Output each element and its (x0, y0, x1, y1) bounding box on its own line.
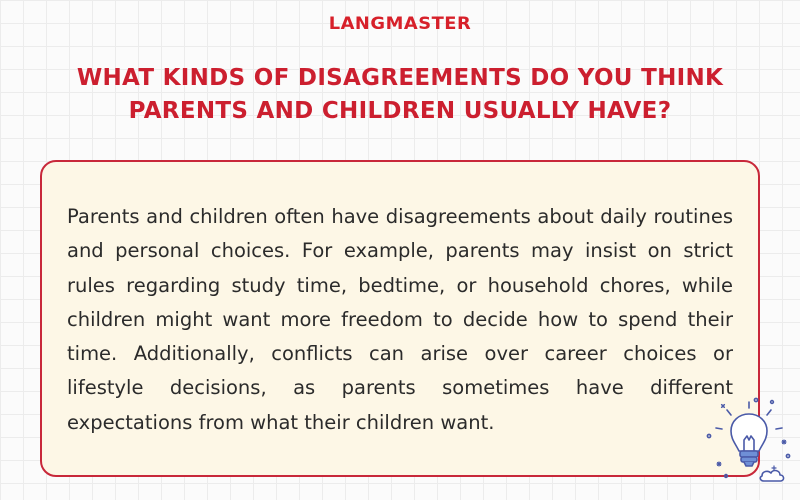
question-title-line-1: WHAT KINDS OF DISAGREEMENTS DO YOU THINK (76, 65, 724, 91)
question-title-line-2: PARENTS AND CHILDREN USUALLY HAVE? (128, 98, 672, 124)
answer-paragraph: Parents and children often have disagreements about daily routines and personal choices. For example, parents may insist on strict rules regarding study time, bedtime, or household chores, while children might want more freedom to decide how to spend their time. Additionally, conflicts can arise over career choices or lifestyle decisions, as parents sometimes have different expectations from what their children want. (67, 205, 733, 434)
question-title (40, 62, 760, 128)
lightbulb-icon (702, 396, 800, 486)
langmaster-logo: LANGMASTER (328, 14, 472, 34)
